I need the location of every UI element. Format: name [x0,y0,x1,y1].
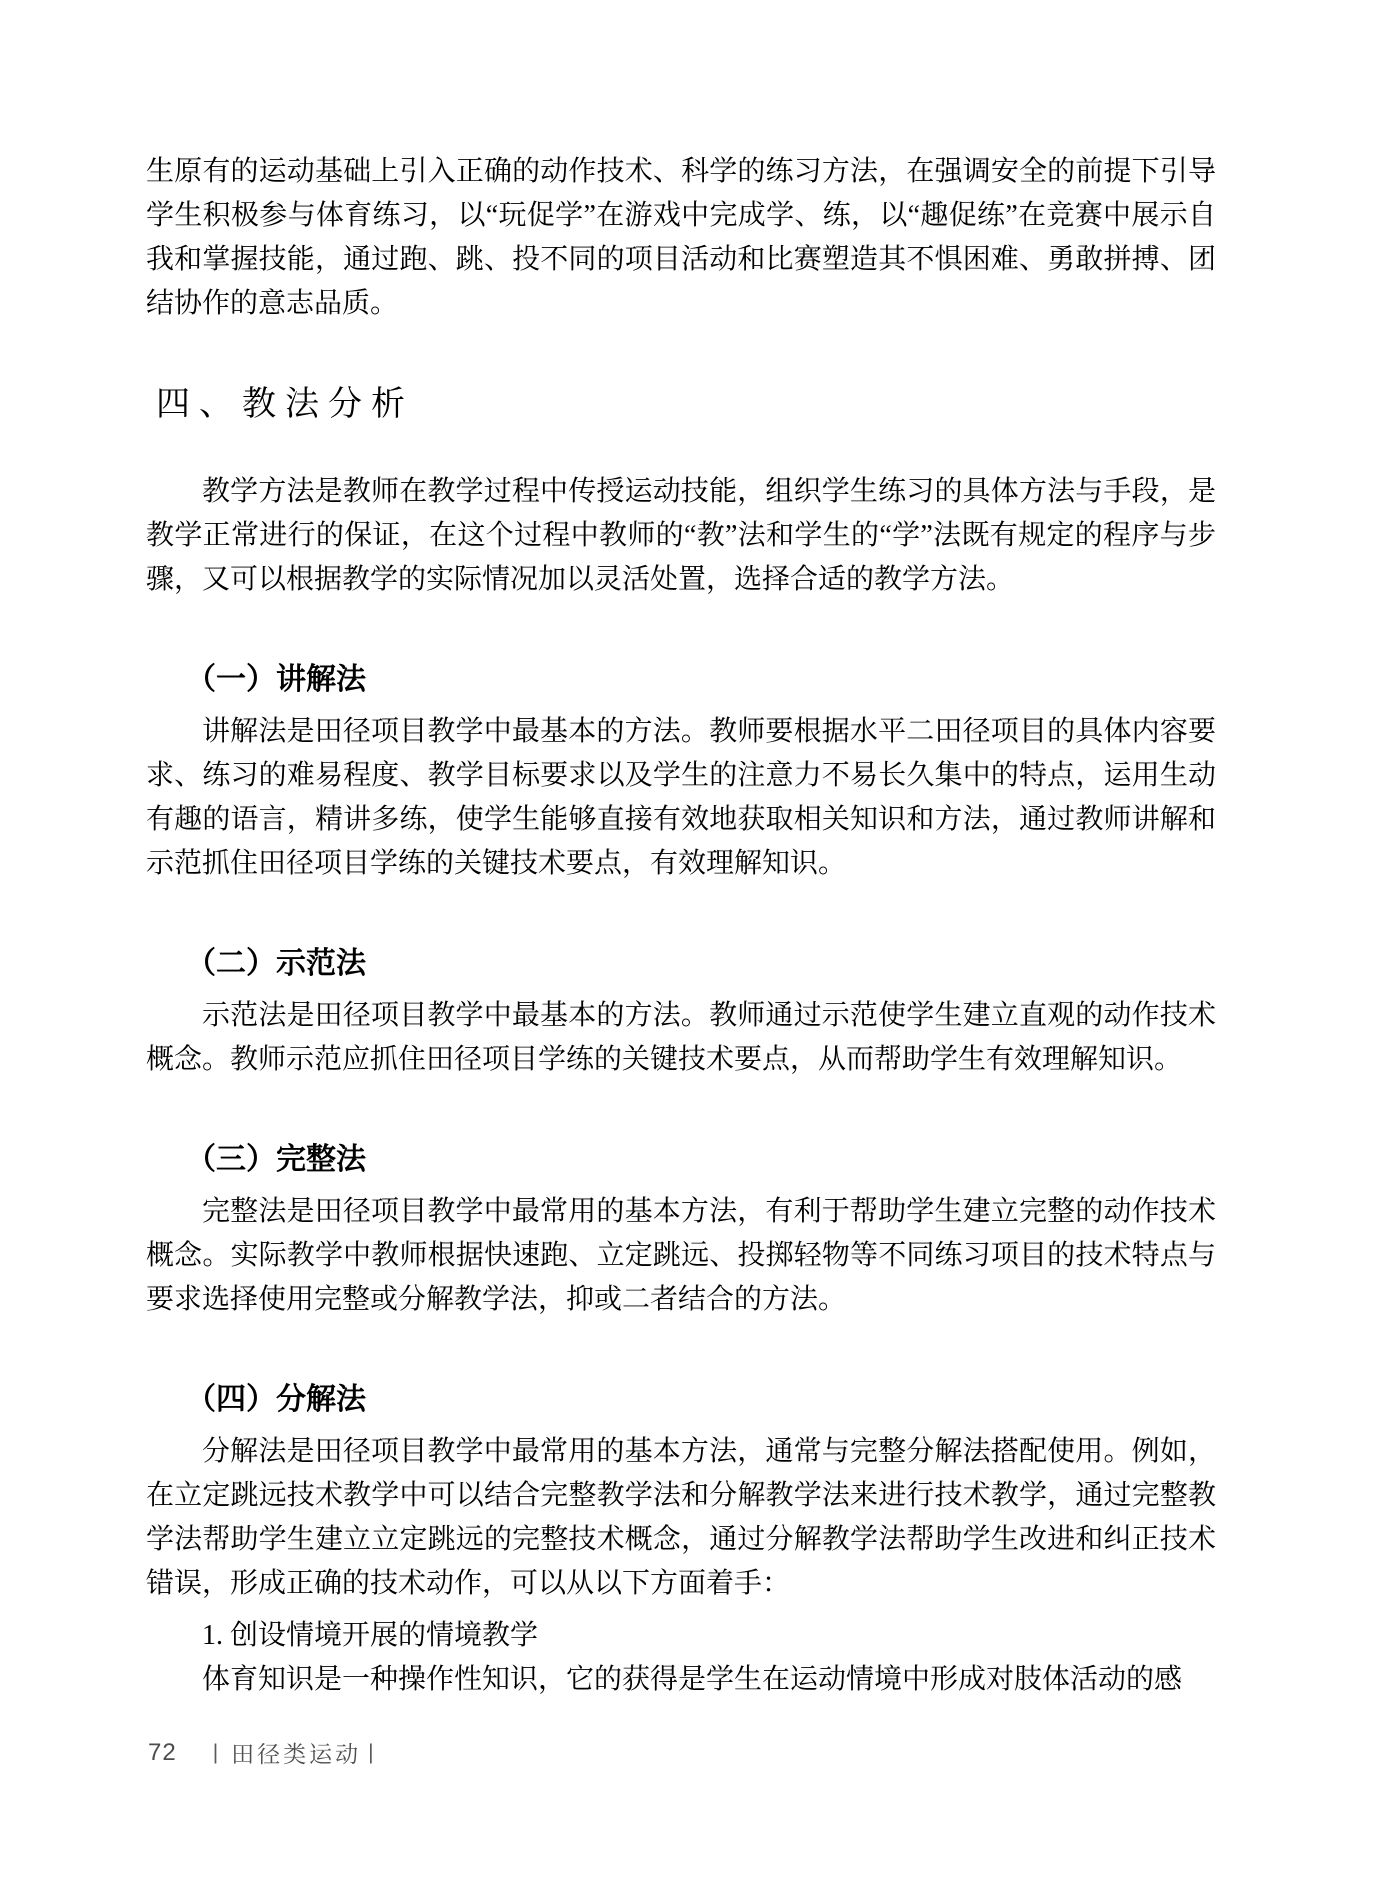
subsection-explanation-method [146,660,1216,886]
subsection-heading: （四）分解法 [186,1383,366,1416]
subsection-body: 完整法是田径项目教学中最常用的基本方法，有利于帮助学生建立完整的动作技术概念。实际教学中教师根据快速跑、立定跳远、投掷轻物等不同练习项目的技术特点与要求选择使用完整或分解教学法，抑或二者结合的方法。 [146,1196,1216,1315]
subsection-heading: （一）讲解法 [186,663,366,696]
subsection-body: 分解法是田径项目教学中最常用的基本方法，通常与完整分解法搭配使用。例如，在立定跳远技术教学中可以结合完整教学法和分解教学法来进行技术教学，通过完整教学法帮助学生建立立定跳远的完整技术概念，通过分解教学法帮助学生改进和纠正技术错误，形成正确的技术动作，可以从以下方面着手： [146,1436,1216,1599]
footer-divider: | [212,1740,219,1764]
subsection-whole-method [146,1140,1216,1322]
subsection-body: 示范法是田径项目教学中最基本的方法。教师通过示范使学生建立直观的动作技术概念。教师示范应抓住田径项目学练的关键技术要点，从而帮助学生有效理解知识。 [146,1000,1216,1075]
section-heading: 四、教法分析 [156,385,414,423]
continuation-paragraph: 生原有的运动基础上引入正确的动作技术、科学的练习方法，在强调安全的前提下引导学生积极参与体育练习，以“玩促学”在游戏中完成学、练，以“趣促练”在竞赛中展示自我和掌握技能，通过跑、跳、投不同的项目活动和比赛塑造其不惧困难、勇敢拼搏、团结协作的意志品质。 [146,156,1216,319]
subsection-decomposition-method [146,1380,1216,1606]
subsection-heading: （三）完整法 [186,1143,366,1176]
numbered-list-item: 1. 创设情境开展的情境教学 [202,1620,539,1651]
book-section-title: 田径类运动 [231,1741,362,1767]
section-intro-paragraph: 教学方法是教师在教学过程中传授运动技能，组织学生练习的具体方法与手段，是教学正常进行的保证，在这个过程中教师的“教”法和学生的“学”法既有规定的程序与步骤，又可以根据教学的实际情况加以灵活处置，选择合适的教学方法。 [146,476,1216,595]
trailing-paragraph: 体育知识是一种操作性知识，它的获得是学生在运动情境中形成对肢体活动的感 [202,1664,1183,1695]
subsection-body: 讲解法是田径项目教学中最基本的方法。教师要根据水平二田径项目的具体内容要求、练习的难易程度、教学目标要求以及学生的注意力不易长久集中的特点，运用生动有趣的语言，精讲多练，使学生能够直接有效地获取相关知识和方法，通过教师讲解和示范抓住田径项目学练的关键技术要点，有效理解知识。 [146,716,1216,879]
subsection-heading: （二）示范法 [186,947,366,980]
subsection-demonstration-method [146,944,1216,1082]
page-footer [148,1736,374,1769]
page-content [146,150,1216,1702]
page-number: 72 [148,1738,177,1766]
footer-end-divider: | [368,1740,374,1764]
